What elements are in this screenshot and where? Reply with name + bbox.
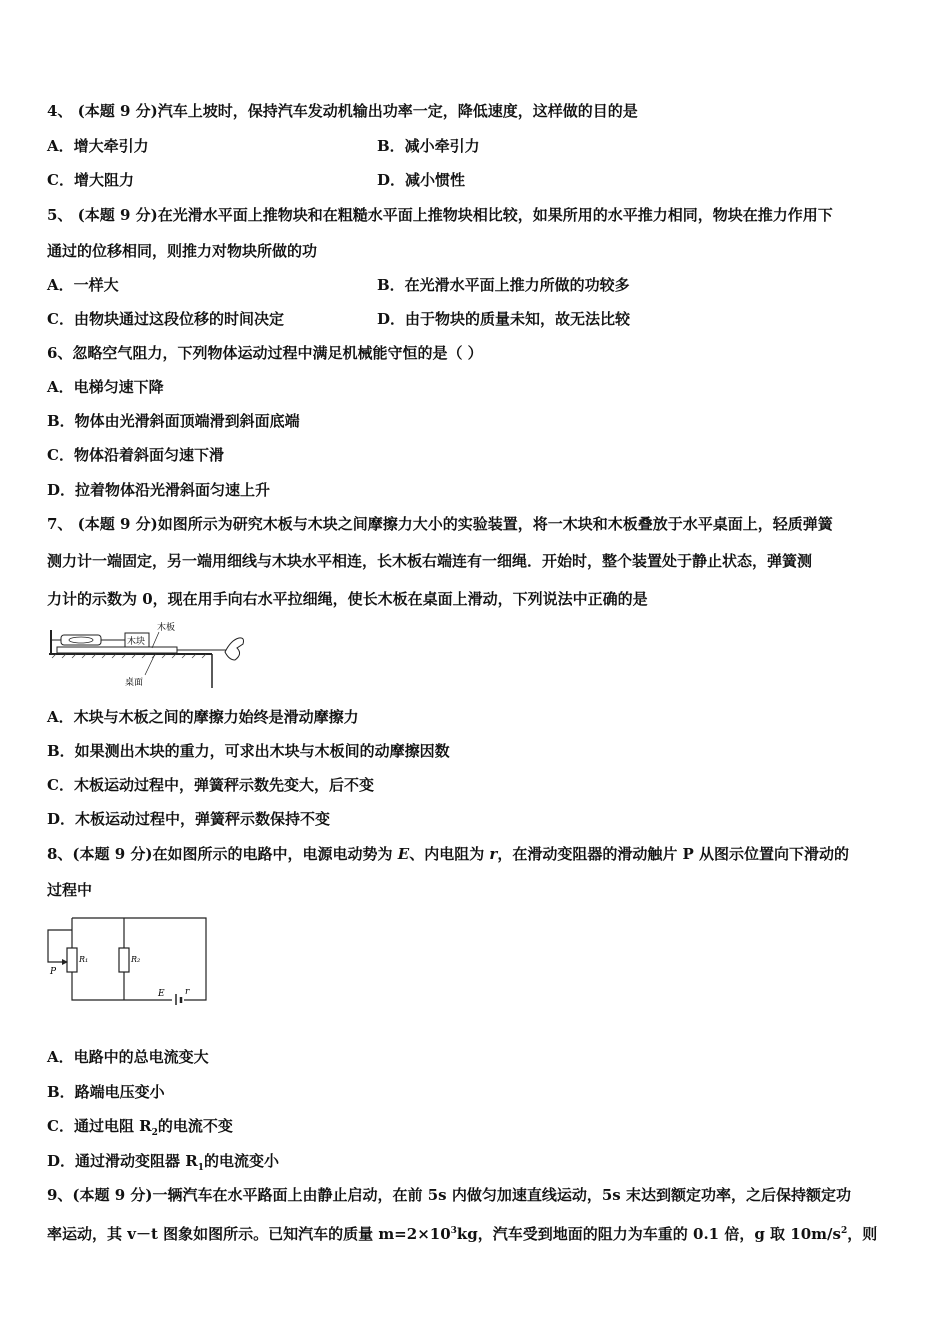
q8-option-c: C．通过电阻 $R_2$的电流不变	[47, 1117, 233, 1138]
resistor-r2	[119, 948, 129, 972]
q5-option-b: B．在光滑水平面上推力所做的功较多	[377, 276, 630, 294]
q4-stem: 4、 (本题 9 分)汽车上坡时，保持汽车发动机输出功率一定，降低速度，这样做的目的是	[47, 102, 638, 120]
q4-option-a: A．增大牵引力	[47, 137, 149, 155]
friction-apparatus-figure	[47, 620, 252, 690]
q7-stem-line2: 测力计一端固定，另一端用细线与木块水平相连，长木板右端连有一细绳．开始时，整个装置处于静止状态，弹簧测	[47, 552, 813, 570]
q7-stem-line1: 7、 (本题 9 分)如图所示为研究木板与木块之间摩擦力大小的实验装置，将一木块和木板叠放于水平桌面上，轻质弹簧	[47, 515, 833, 533]
circuit-figure	[44, 910, 214, 1005]
board	[57, 647, 177, 653]
q7-option-c: C．木板运动过程中，弹簧秤示数先变大，后不变	[47, 776, 374, 794]
q8-stem-line1: 8、(本题 9 分)在如图所示的电路中，电源电动势为 E、内电阻为 r，在滑动变阻器的滑动触片 P 从图示位置向下滑动的	[47, 845, 850, 863]
q6-option-c: C．物体沿着斜面匀速下滑	[47, 446, 224, 464]
q5-option-c: C．由物块通过这段位移的时间决定	[47, 310, 284, 328]
spring-scale	[61, 635, 101, 645]
desk-label: 桌面	[125, 678, 144, 688]
label-p: P	[50, 967, 57, 977]
symbol-r: r	[489, 845, 498, 863]
hand-icon	[225, 638, 244, 660]
label-r: r	[185, 987, 190, 997]
q6-option-d: D．拉着物体沿光滑斜面匀速上升	[47, 481, 271, 499]
q4-option-c: C．增大阻力	[47, 171, 134, 189]
q6-option-a: A．电梯匀速下降	[47, 378, 164, 396]
block-label: 木块	[127, 637, 146, 647]
q7-option-b: B．如果测出木块的重力，可求出木块与木板间的动摩擦因数	[47, 742, 450, 760]
resistor-r1	[67, 948, 77, 972]
q5-stem-line2: 通过的位移相同，则推力对物块所做的功	[47, 242, 318, 260]
label-r2: R₂	[131, 955, 141, 964]
label-e: E	[158, 989, 165, 999]
q6-option-b: B．物体由光滑斜面顶端滑到斜面底端	[47, 412, 300, 430]
q8-stem-line2: 过程中	[47, 881, 93, 899]
q7-stem-line3: 力计的示数为 0，现在用手向右水平拉细绳，使长木板在桌面上滑动，下列说法中正确的是	[47, 590, 648, 608]
q6-stem: 6、忽略空气阻力，下列物体运动过程中满足机械能守恒的是（ ）	[47, 344, 483, 362]
q8-option-d: D．通过滑动变阻器 $R_1$的电流变小	[47, 1152, 279, 1173]
board-label: 木板	[157, 623, 176, 633]
q8-option-a: A．电路中的总电流变大	[47, 1048, 209, 1066]
q9-stem-line2: 率运动，其 v－t 图象如图所示。已知汽车的质量 $m=2\times 10^3kg$，汽车受到地面的阻力为车重的 0.1 倍，g 取 $10m/s^2$，则	[47, 1225, 878, 1243]
q5-stem-line1: 5、 (本题 9 分)在光滑水平面上推物块和在粗糙水平面上推物块相比较，如果所用的水平推力相同，物块在推力作用下	[47, 206, 833, 224]
q7-option-a: A．木块与木板之间的摩擦力始终是滑动摩擦力	[47, 708, 359, 726]
q5-option-d: D．由于物块的质量未知，故无法比较	[377, 310, 631, 328]
q4-option-d: D．减小惯性	[377, 171, 466, 189]
label-r1: R₁	[79, 955, 89, 964]
q7-option-d: D．木板运动过程中，弹簧秤示数保持不变	[47, 810, 331, 828]
q9-stem-line1: 9、(本题 9 分)一辆汽车在水平路面上由静止启动，在前 5s 内做匀加速直线运动，5s 末达到额定功率，之后保持额定功	[47, 1186, 851, 1204]
q4-option-b: B．减小牵引力	[377, 137, 480, 155]
q8-option-b: B．路端电压变小	[47, 1083, 165, 1101]
symbol-e: E	[397, 845, 410, 863]
q5-option-a: A．一样大	[47, 276, 119, 294]
